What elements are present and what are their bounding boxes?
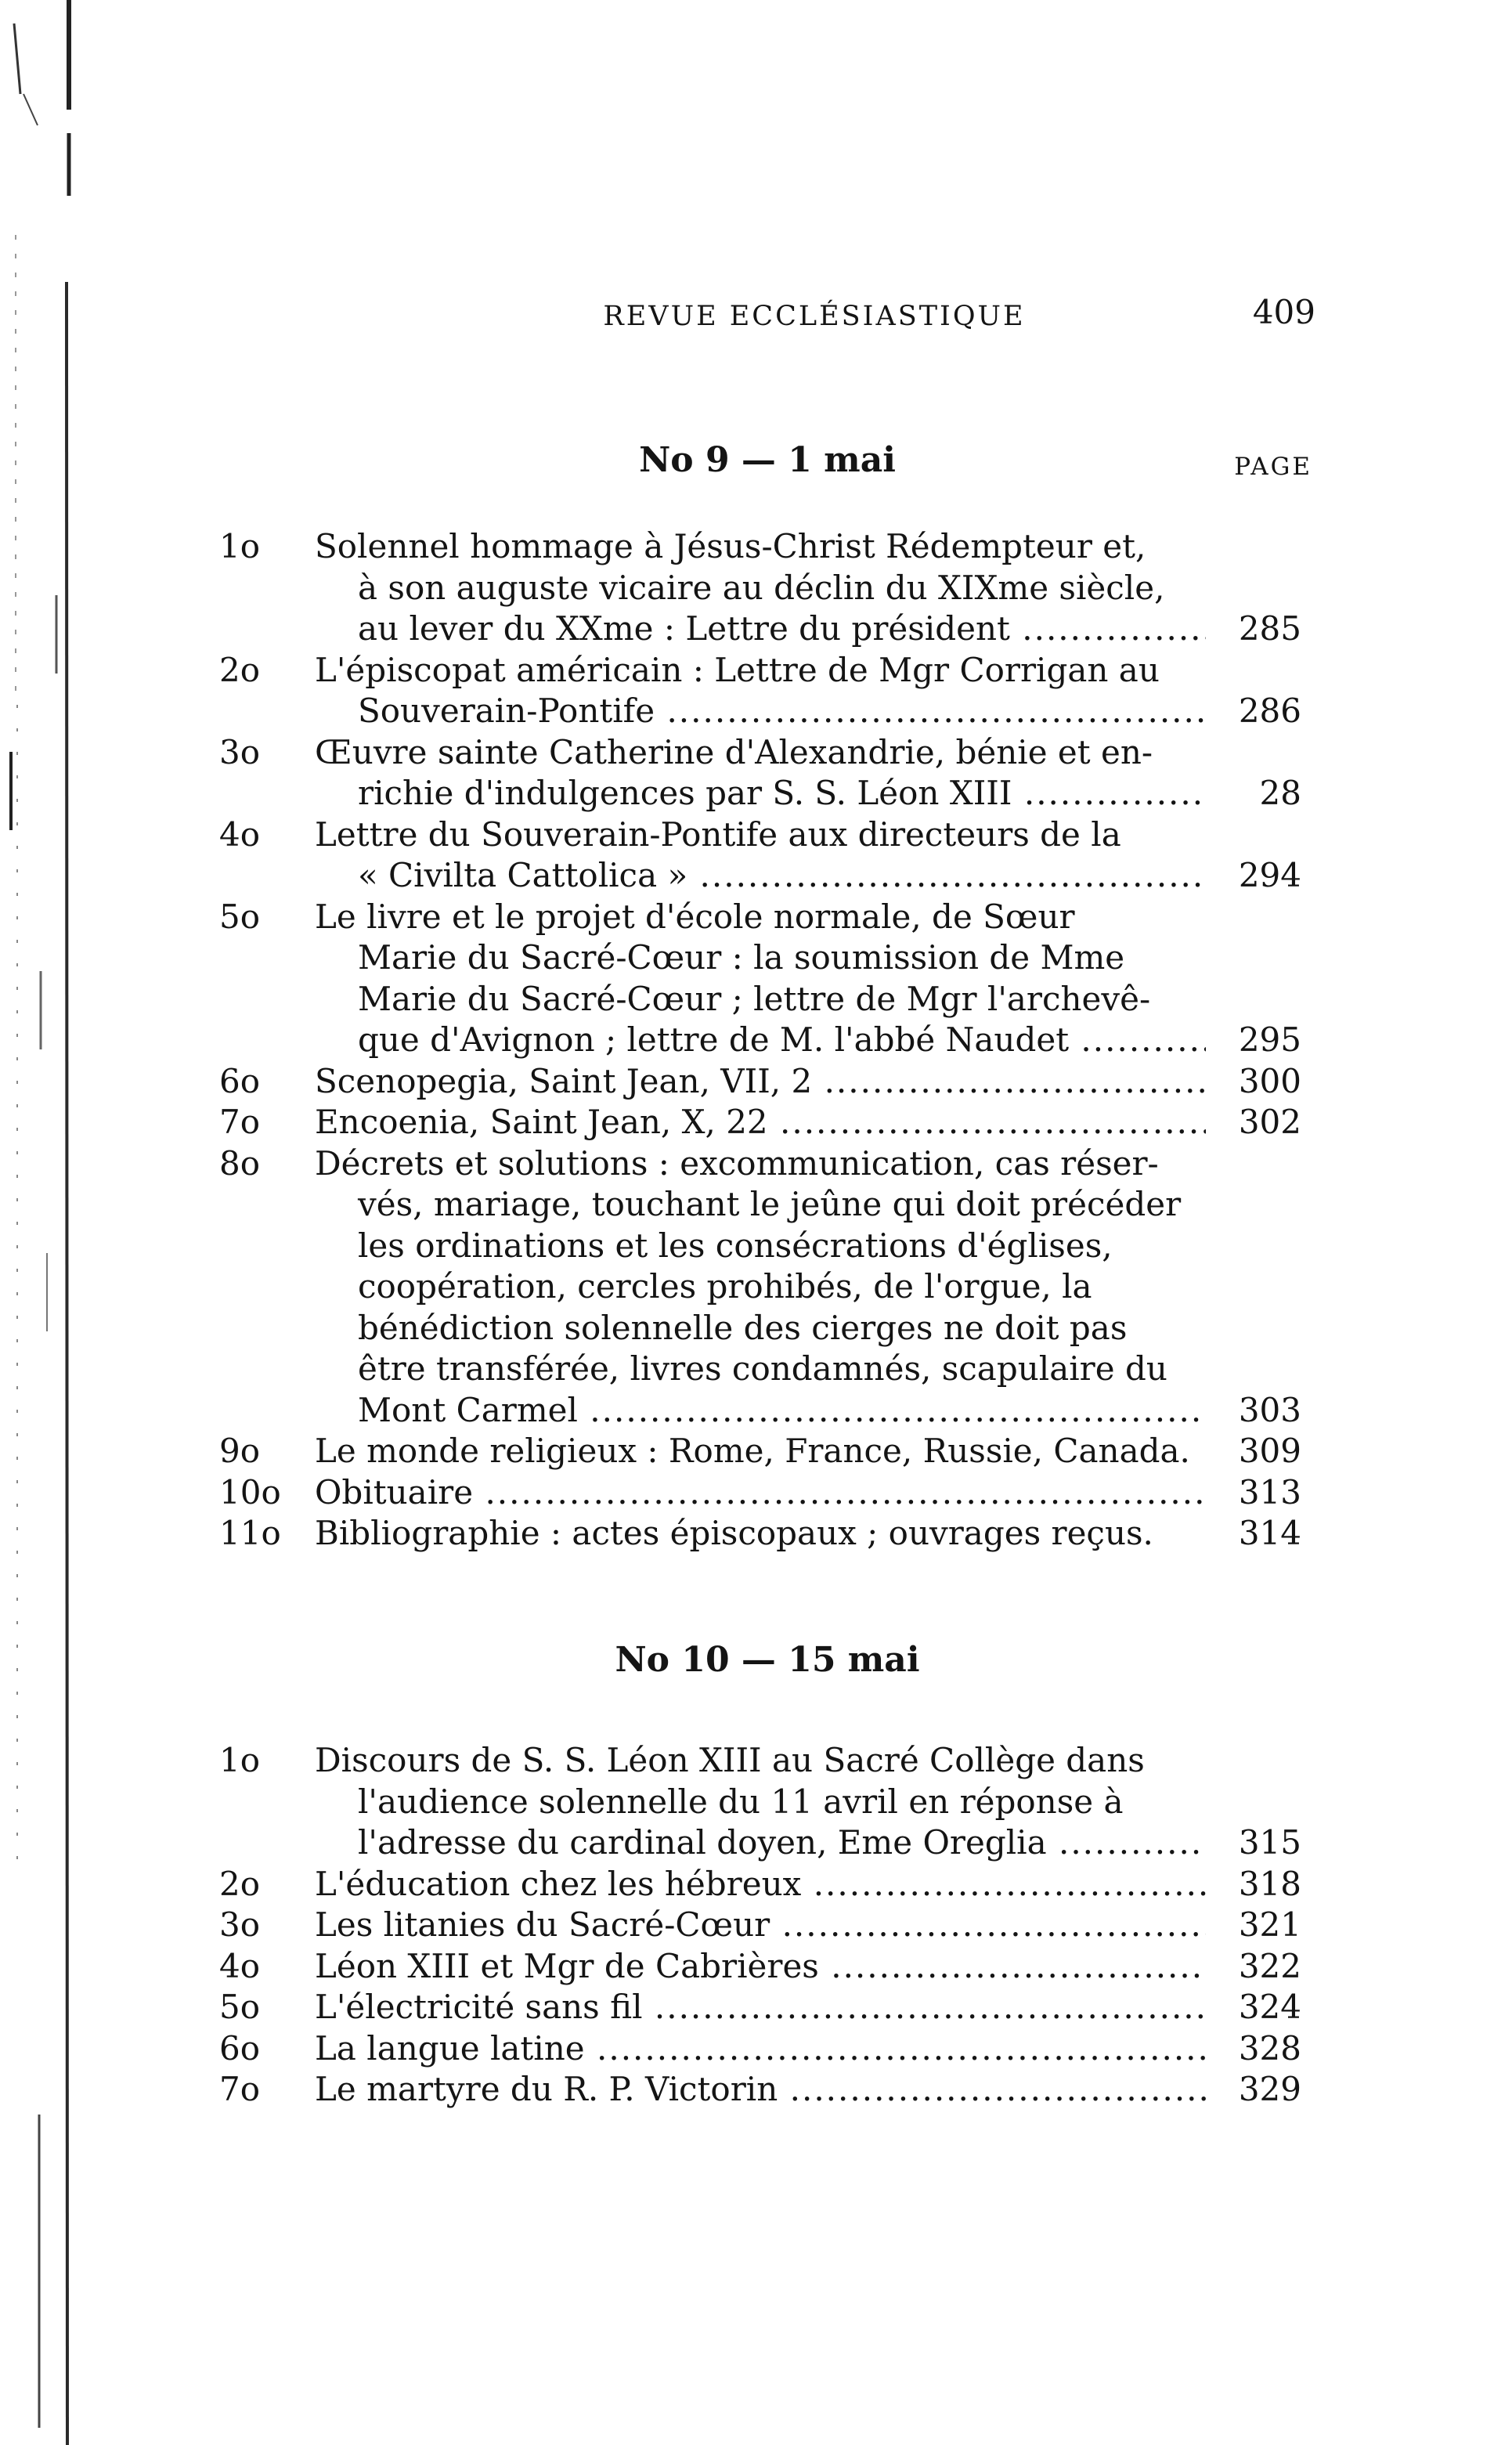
entry-title-line: Décrets et solutions : excommunication, cas réser-	[315, 1143, 1159, 1183]
entry-page: 300	[1238, 1061, 1301, 1100]
entry-page: 295	[1238, 1020, 1301, 1059]
page-number: 409	[1252, 293, 1315, 331]
issue-heading-no10: No 10 — 15 mai	[615, 1640, 920, 1680]
toc-entry	[219, 732, 1315, 814]
entry-title-line: Le monde religieux : Rome, France, Russie, Canada.	[315, 1432, 1190, 1470]
entry-title	[315, 897, 1206, 1061]
entry-title	[315, 1740, 1206, 1864]
entry-title-line: à son auguste vicaire au déclin du XIXme siècle,	[358, 568, 1165, 607]
entry-page: 328	[1238, 2028, 1301, 2068]
entry-page: 309	[1238, 1432, 1301, 1470]
entry-title	[315, 1946, 1206, 1988]
entry-page: 315	[1238, 1823, 1301, 1862]
entry-title-line: Encoenia, Saint Jean, X, 22 .....	[315, 1102, 1206, 1143]
entry-title	[315, 732, 1206, 814]
toc-entry	[219, 1946, 1315, 1988]
entry-title	[315, 1905, 1206, 1946]
entry-page: 322	[1238, 1946, 1301, 1985]
entry-title-line: Les litanies du Sacré-Cœur .....	[315, 1905, 1206, 1946]
toc-entry	[219, 1431, 1315, 1472]
toc-issue-no9	[219, 526, 1315, 1555]
toc-entry	[219, 1864, 1315, 1905]
entry-title-line: Marie du Sacré-Cœur : la soumission de Mme	[358, 938, 1125, 977]
entry-page: 286	[1238, 692, 1301, 730]
entry-title	[315, 1061, 1206, 1103]
toc-entry	[219, 1143, 1315, 1432]
issue-heading-no9: No 9 — 1 mai	[639, 440, 896, 480]
toc-entry	[219, 1472, 1315, 1514]
entry-title-line: Obituaire .....	[315, 1472, 1206, 1514]
entry-title-line: Scenopegia, Saint Jean, VII, 2 .....	[315, 1061, 1206, 1103]
entry-page: 313	[1238, 1472, 1301, 1511]
toc-entry	[219, 2028, 1315, 2070]
entry-number: 11o	[219, 1514, 281, 1552]
entry-title-line: Lettre du Souverain-Pontife aux directeurs de la	[315, 814, 1121, 854]
entry-title	[315, 650, 1206, 732]
entry-number: 2o	[219, 650, 261, 689]
entry-title	[315, 814, 1206, 897]
entry-title	[315, 1513, 1206, 1555]
entry-number: 4o	[219, 1946, 261, 1985]
entry-title-line: Le livre et le projet d'école normale, de Sœur	[315, 897, 1075, 936]
entry-number: 1o	[219, 1741, 261, 1779]
entry-page: 321	[1238, 1905, 1301, 1944]
toc-entry	[219, 1102, 1315, 1143]
entry-number: 5o	[219, 897, 261, 936]
running-title: REVUE ECCLÉSIASTIQUE	[603, 301, 1026, 332]
entry-title-line: que d'Avignon ; lettre de M. l'abbé Naudet .....	[315, 1020, 1206, 1061]
entry-page: 303	[1238, 1390, 1301, 1429]
entry-title-line: « Civilta Cattolica » .....	[315, 855, 1206, 897]
entry-page: 324	[1238, 1988, 1301, 2026]
toc-entry	[219, 526, 1315, 650]
entry-title-line: Marie du Sacré-Cœur ; lettre de Mgr l'archevê-	[358, 979, 1151, 1018]
entry-number: 7o	[219, 2070, 261, 2108]
toc-entry	[219, 1740, 1315, 1864]
entry-page: 294	[1238, 856, 1301, 894]
entry-number: 4o	[219, 814, 261, 854]
entry-title	[315, 1987, 1206, 2028]
entry-number: 5o	[219, 1988, 261, 2026]
entry-page: 314	[1238, 1514, 1301, 1552]
entry-title-line: l'audience solennelle du 11 avril en réponse à	[358, 1782, 1124, 1821]
entry-title-line: richie d'indulgences par S. S. Léon XIII .....	[315, 773, 1206, 814]
entry-number: 9o	[219, 1432, 261, 1470]
entry-title-line: les ordinations et les consécrations d'églises,	[358, 1226, 1113, 1265]
entry-title-line: au lever du XXme : Lettre du président .....	[315, 609, 1206, 650]
entry-title-line: L'éducation chez les hébreux .....	[315, 1864, 1206, 1905]
entry-number: 6o	[219, 1061, 261, 1100]
entry-title-line: Mont Carmel .....	[315, 1390, 1206, 1432]
entry-title-line: être transférée, livres condamnés, scapulaire du	[358, 1349, 1167, 1388]
entry-number: 6o	[219, 2028, 261, 2068]
toc-entry	[219, 814, 1315, 897]
entry-title	[315, 2028, 1206, 2070]
toc-entry	[219, 650, 1315, 732]
running-head	[313, 291, 1315, 338]
entry-number: 2o	[219, 1864, 261, 1903]
entry-title-line: l'adresse du cardinal doyen, Eme Oreglia .....	[315, 1822, 1206, 1864]
entry-page: 285	[1238, 609, 1301, 648]
entry-page: 28	[1259, 774, 1301, 812]
entry-title	[315, 1472, 1206, 1514]
toc-issue-no10	[219, 1740, 1315, 2111]
page-column-label: PAGE	[1234, 453, 1312, 481]
entry-page: 329	[1238, 2070, 1301, 2108]
entry-title	[315, 2069, 1206, 2111]
entry-title-line: coopération, cercles prohibés, de l'orgue, la	[358, 1267, 1092, 1306]
entry-title	[315, 1864, 1206, 1905]
entry-title-line: Bibliographie : actes épiscopaux ; ouvrages reçus.	[315, 1514, 1153, 1552]
toc-entry	[219, 1905, 1315, 1946]
entry-page: 318	[1238, 1864, 1301, 1903]
entry-page: 302	[1238, 1103, 1301, 1141]
entry-number: 3o	[219, 1905, 261, 1944]
entry-number: 8o	[219, 1143, 261, 1183]
toc-entry	[219, 1061, 1315, 1103]
entry-number: 3o	[219, 732, 261, 771]
entry-title	[315, 526, 1206, 650]
toc-entry	[219, 1513, 1315, 1555]
entry-title-line: vés, mariage, touchant le jeûne qui doit précéder	[358, 1185, 1182, 1223]
entry-title-line: Souverain-Pontife .....	[315, 691, 1206, 732]
entry-title-line: Œuvre sainte Catherine d'Alexandrie, bénie et en-	[315, 732, 1153, 771]
entry-title	[315, 1431, 1206, 1472]
entry-title-line: bénédiction solennelle des cierges ne doit pas	[358, 1308, 1128, 1347]
entry-title-line: Solennel hommage à Jésus-Christ Rédempteur et,	[315, 527, 1146, 565]
toc-entry	[219, 1987, 1315, 2028]
toc-entry	[219, 2069, 1315, 2111]
entry-title-line: Discours de S. S. Léon XIII au Sacré Collège dans	[315, 1741, 1145, 1779]
entry-title-line: L'électricité sans fil .....	[315, 1987, 1206, 2028]
entry-title	[315, 1102, 1206, 1143]
page-edge-scan-marks	[0, 0, 86, 2445]
toc-entry	[219, 897, 1315, 1061]
entry-number: 7o	[219, 1103, 261, 1141]
entry-number: 10o	[219, 1472, 281, 1511]
entry-title	[315, 1143, 1206, 1432]
entry-title-line: La langue latine .....	[315, 2028, 1206, 2070]
entry-title-line: Léon XIII et Mgr de Cabrières .....	[315, 1946, 1206, 1988]
entry-title-line: L'épiscopat américain : Lettre de Mgr Corrigan au	[315, 650, 1160, 689]
entry-number: 1o	[219, 527, 261, 565]
entry-title-line: Le martyre du R. P. Victorin .....	[315, 2069, 1206, 2111]
